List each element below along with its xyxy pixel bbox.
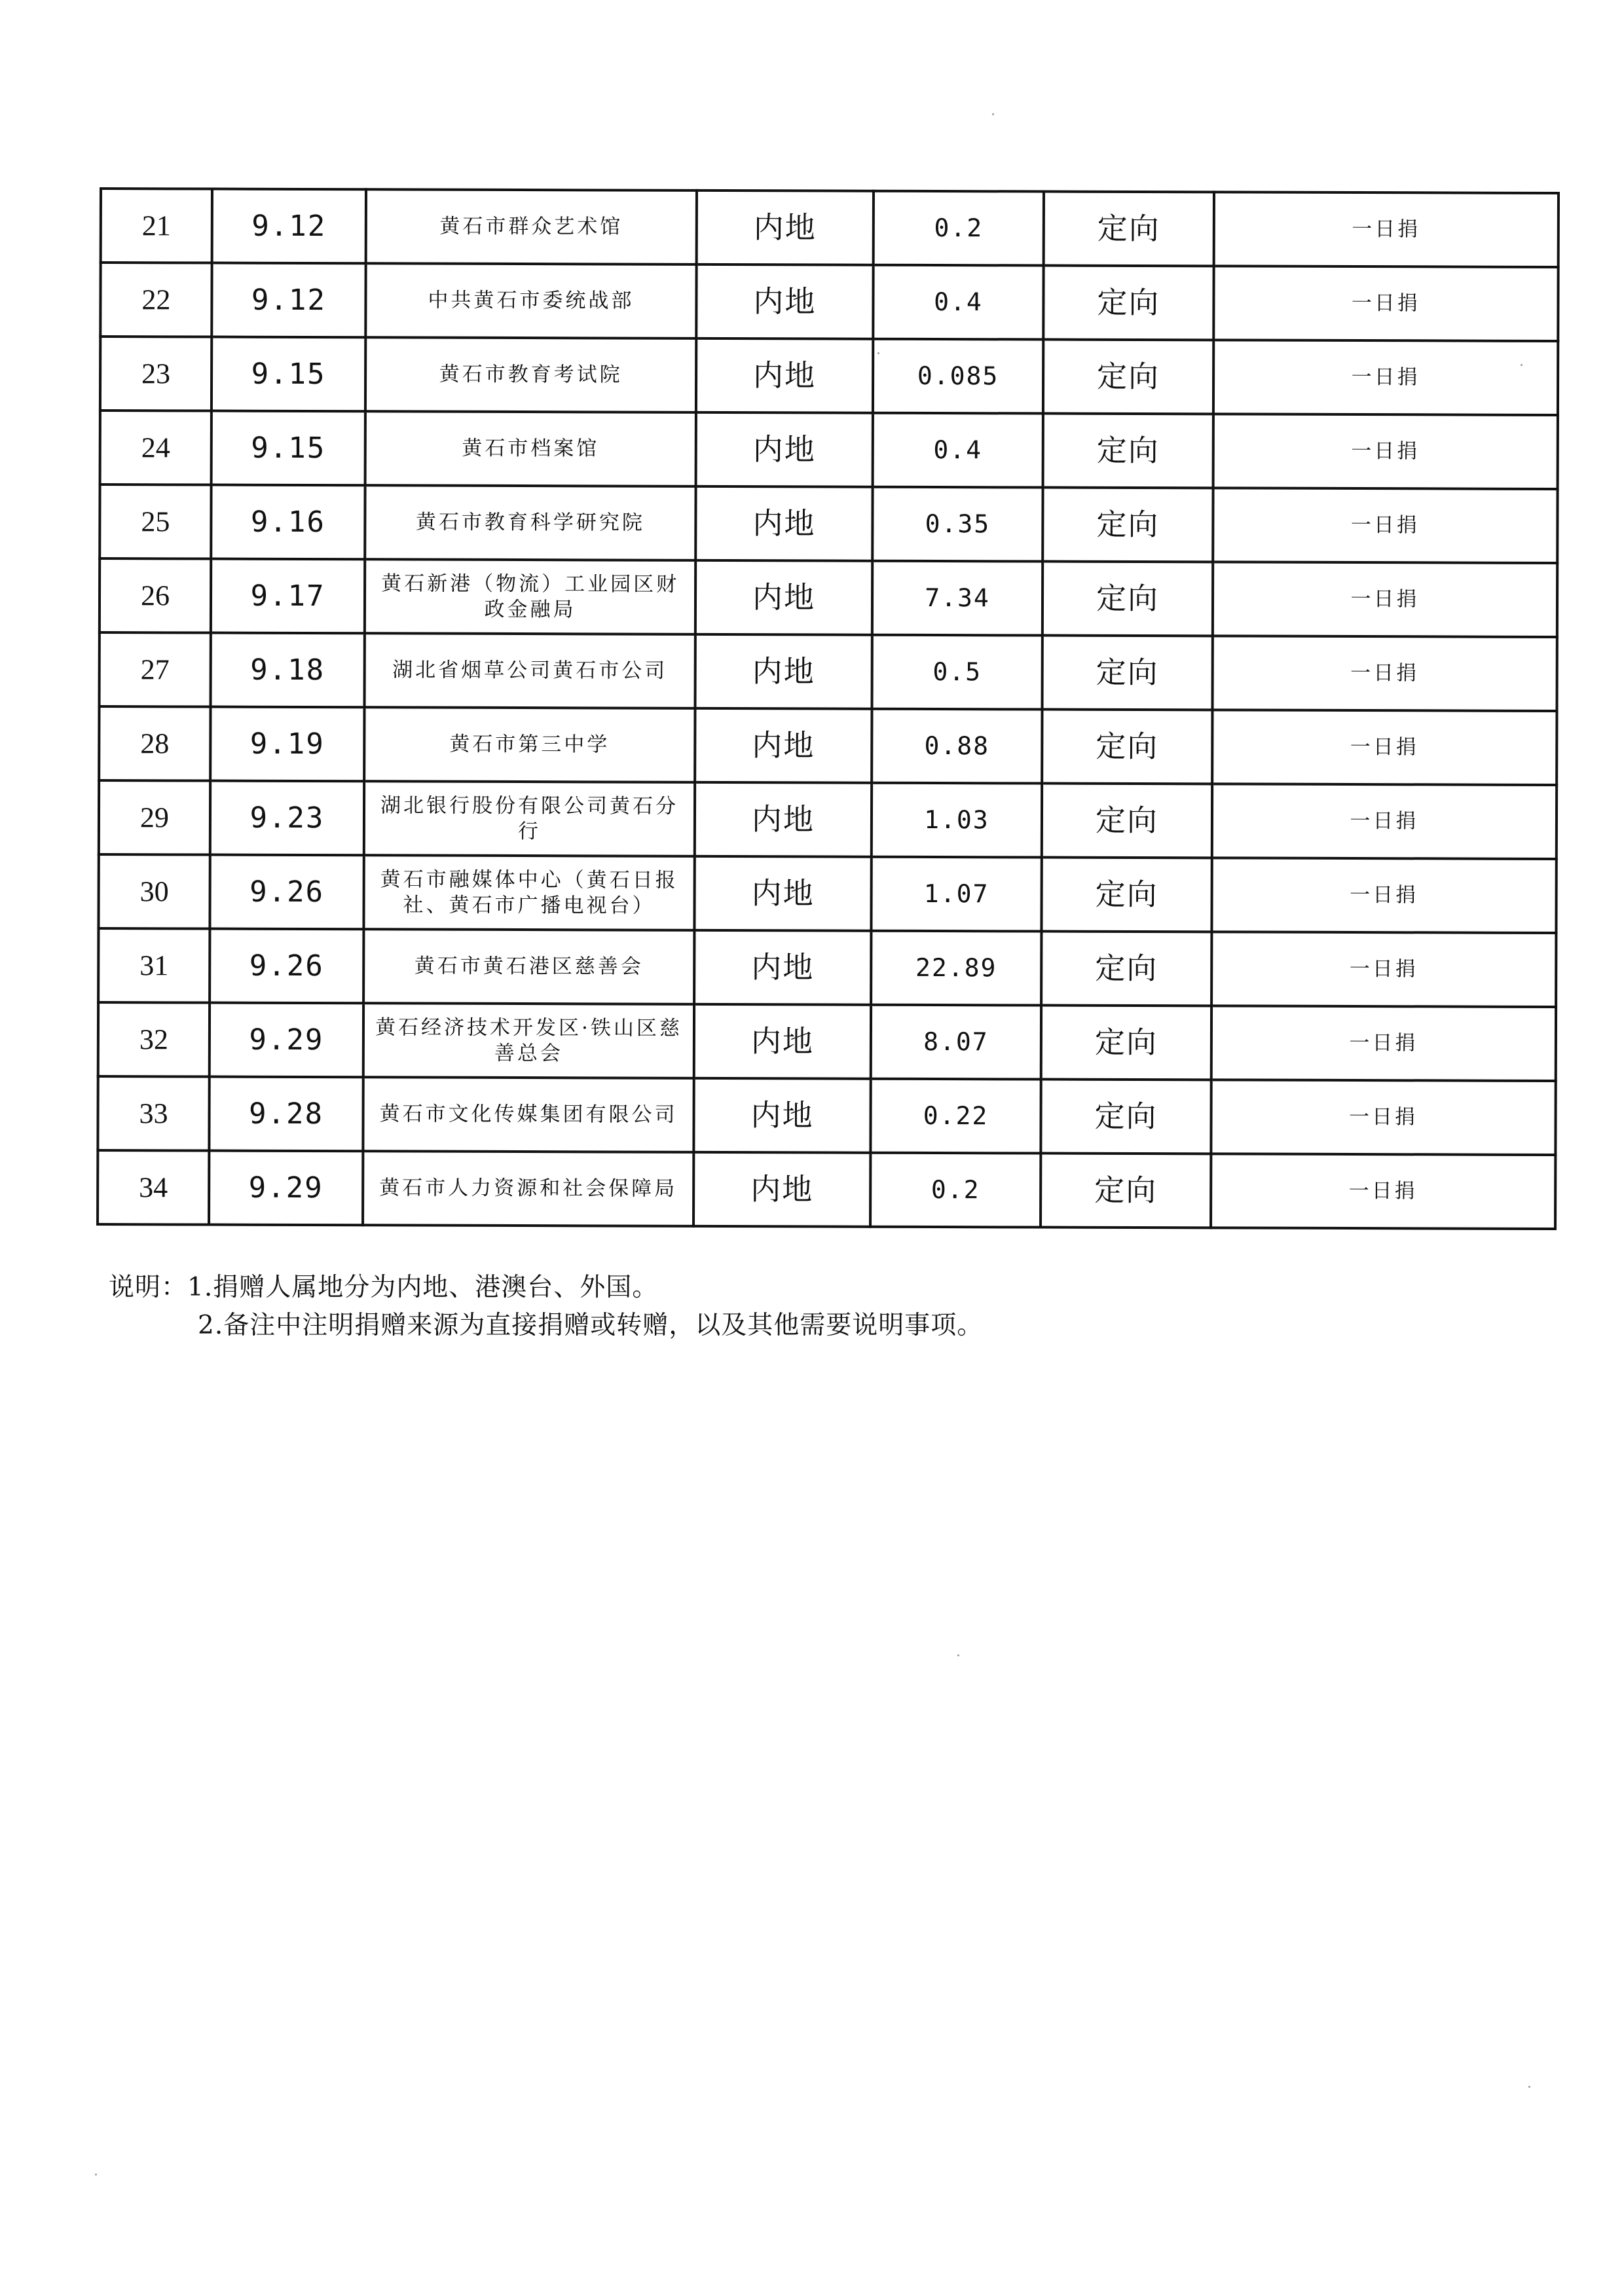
table-row (100, 558, 1557, 637)
donor-name-cell: 黄石市人力资源和社会保障局 (363, 1151, 693, 1226)
donation-type-cell: 定向 (1043, 562, 1213, 636)
row-number-cell: 27 (100, 632, 211, 707)
scan-speck (992, 113, 994, 115)
remark-cell: 一日捐 (1212, 784, 1557, 859)
donation-type-cell: 定向 (1044, 192, 1214, 266)
remark-cell: 一日捐 (1211, 1080, 1555, 1155)
date-cell: 9.26 (210, 929, 363, 1004)
date-cell: 9.12 (212, 189, 366, 264)
donor-region-cell: 内地 (696, 412, 873, 487)
donor-region-cell: 内地 (694, 1004, 871, 1079)
donor-region-cell: 内地 (695, 708, 872, 783)
remark-cell: 一日捐 (1214, 192, 1559, 267)
donor-region-cell: 内地 (693, 1152, 870, 1227)
table-row (100, 263, 1558, 341)
date-cell: 9.15 (212, 411, 365, 486)
table-row (99, 780, 1557, 859)
date-cell: 9.18 (211, 633, 365, 708)
table-row (100, 410, 1558, 489)
donation-type-cell: 定向 (1041, 1006, 1211, 1080)
date-cell: 9.17 (211, 559, 365, 634)
donor-region-cell: 内地 (694, 856, 871, 931)
remark-cell: 一日捐 (1211, 858, 1556, 933)
donor-region-cell: 内地 (697, 191, 874, 265)
date-cell: 9.23 (210, 781, 364, 856)
donation-type-cell: 定向 (1042, 710, 1212, 784)
date-cell: 9.12 (212, 263, 365, 338)
amount-cell: 0.4 (873, 413, 1043, 488)
donation-type-cell: 定向 (1042, 784, 1212, 858)
date-cell: 9.28 (209, 1077, 363, 1152)
donor-name-cell: 黄石市融媒体中心（黄石日报社、黄石市广播电视台） (363, 855, 694, 930)
donation-type-cell: 定向 (1041, 1080, 1211, 1154)
date-cell: 9.26 (210, 855, 363, 930)
row-number-cell: 24 (100, 410, 212, 485)
donation-type-cell: 定向 (1041, 858, 1211, 932)
row-number-cell: 21 (101, 189, 212, 263)
amount-cell: 0.5 (872, 635, 1043, 710)
remark-cell: 一日捐 (1211, 1006, 1556, 1081)
remark-cell: 一日捐 (1213, 340, 1558, 415)
row-number-cell: 29 (99, 780, 210, 855)
remark-cell: 一日捐 (1213, 562, 1557, 637)
donor-region-cell: 内地 (695, 782, 872, 857)
donor-name-cell: 黄石市群众艺术馆 (366, 189, 697, 264)
amount-cell: 22.89 (871, 931, 1041, 1006)
notes-section (109, 1269, 983, 1345)
scan-speck (1528, 2086, 1530, 2088)
row-number-cell: 31 (98, 928, 210, 1003)
donor-name-cell: 黄石市教育科学研究院 (365, 485, 695, 560)
table-row (98, 1002, 1556, 1081)
donor-name-cell: 黄石新港（物流）工业园区财政金融局 (365, 559, 695, 634)
table-row (100, 632, 1557, 711)
remark-cell: 一日捐 (1211, 932, 1556, 1007)
date-cell: 9.16 (211, 485, 365, 560)
donation-table (96, 187, 1560, 1230)
scan-speck (877, 352, 879, 354)
table-body (98, 189, 1559, 1229)
row-number-cell: 23 (100, 337, 212, 411)
table-row (100, 484, 1557, 563)
table-row (98, 854, 1556, 933)
remark-cell: 一日捐 (1211, 1154, 1555, 1229)
donor-name-cell: 黄石市档案馆 (365, 411, 696, 486)
remark-cell: 一日捐 (1213, 636, 1557, 711)
amount-cell: 7.34 (872, 561, 1043, 636)
scan-speck (957, 1654, 959, 1656)
donation-type-cell: 定向 (1043, 266, 1213, 340)
donor-name-cell: 黄石市教育考试院 (365, 337, 696, 412)
row-number-cell: 30 (98, 854, 210, 929)
donor-region-cell: 内地 (696, 338, 873, 413)
amount-cell: 1.07 (871, 857, 1041, 932)
donor-name-cell: 黄石市文化传媒集团有限公司 (363, 1077, 693, 1152)
donor-region-cell: 内地 (694, 930, 871, 1005)
row-number-cell: 25 (100, 484, 211, 559)
donation-type-cell: 定向 (1043, 340, 1213, 414)
row-number-cell: 33 (98, 1076, 209, 1151)
amount-cell: 0.88 (872, 709, 1042, 784)
note-line-2: 2.备注中注明捐赠来源为直接捐赠或转赠，以及其他需要说明事项。 (198, 1311, 984, 1340)
donor-name-cell: 湖北银行股份有限公司黄石分行 (364, 781, 695, 856)
row-number-cell: 32 (98, 1002, 210, 1077)
scan-speck (95, 2174, 97, 2176)
table-row (101, 189, 1559, 267)
donor-name-cell: 黄石经济技术开发区·铁山区慈善总会 (363, 1003, 694, 1078)
row-number-cell: 34 (98, 1150, 209, 1225)
date-cell: 9.15 (212, 337, 365, 412)
donor-region-cell: 内地 (693, 1078, 870, 1153)
donation-type-cell: 定向 (1043, 636, 1213, 710)
donation-type-cell: 定向 (1041, 1154, 1211, 1228)
date-cell: 9.29 (209, 1151, 363, 1226)
table-row (99, 706, 1557, 785)
donation-type-cell: 定向 (1041, 932, 1211, 1006)
donor-region-cell: 内地 (695, 486, 872, 561)
remark-cell: 一日捐 (1213, 414, 1558, 489)
amount-cell: 0.2 (874, 191, 1044, 266)
donor-region-cell: 内地 (696, 264, 873, 339)
row-number-cell: 26 (100, 558, 211, 633)
donor-name-cell: 黄石市第三中学 (364, 707, 695, 782)
amount-cell: 0.35 (872, 487, 1043, 562)
amount-cell: 0.4 (873, 265, 1043, 340)
donor-name-cell: 湖北省烟草公司黄石市公司 (365, 633, 695, 708)
scan-speck (1521, 364, 1522, 366)
table-row (98, 1150, 1555, 1229)
remark-cell: 一日捐 (1213, 488, 1557, 563)
amount-cell: 1.03 (872, 783, 1042, 858)
row-number-cell: 28 (99, 706, 210, 781)
donor-region-cell: 内地 (695, 560, 872, 635)
amount-cell: 0.2 (870, 1153, 1041, 1228)
donation-type-cell: 定向 (1043, 414, 1213, 488)
donor-region-cell: 内地 (695, 634, 872, 709)
amount-cell: 0.085 (873, 339, 1043, 414)
remark-cell: 一日捐 (1213, 266, 1558, 341)
table-row (98, 928, 1556, 1007)
note-line-1: 说明：1.捐赠人属地分为内地、港澳台、外国。 (109, 1273, 659, 1302)
table-row (98, 1076, 1555, 1155)
amount-cell: 8.07 (871, 1005, 1041, 1080)
donation-type-cell: 定向 (1043, 488, 1213, 562)
donor-name-cell: 中共黄石市委统战部 (365, 263, 696, 338)
date-cell: 9.19 (210, 707, 364, 782)
row-number-cell: 22 (100, 263, 212, 337)
table-row (100, 337, 1558, 415)
donor-name-cell: 黄石市黄石港区慈善会 (363, 929, 694, 1004)
amount-cell: 0.22 (870, 1079, 1041, 1154)
remark-cell: 一日捐 (1212, 710, 1557, 785)
date-cell: 9.29 (210, 1003, 363, 1078)
